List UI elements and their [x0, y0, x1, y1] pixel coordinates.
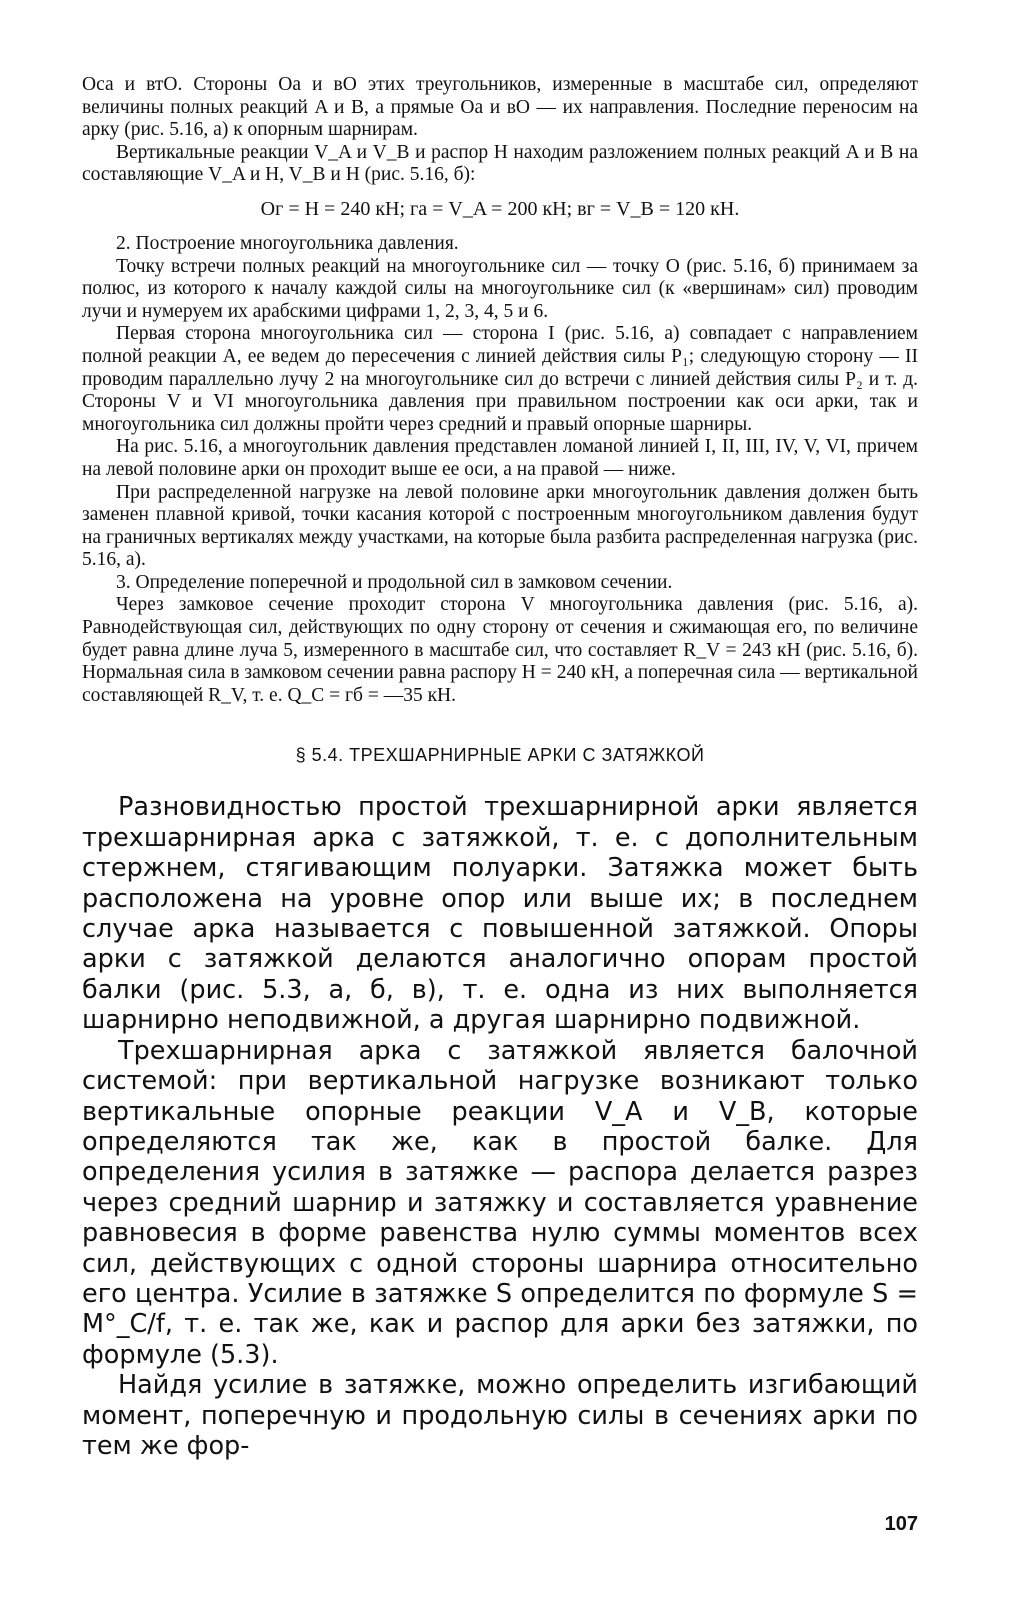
paragraph: При распределенной нагрузке на левой половине арки многоугольник давления должен быть заменен плавной кривой, точки касания которой с построенным многоугольником давления будут на граничных вертикалях между участками, на которые была разбита распределенная нагрузка (рис. 5.16, а).	[82, 481, 918, 571]
paragraph: Первая сторона многоугольника сил — сторона I (рис. 5.16, а) совпадает с направлением полной реакции A, ее ведем до пересечения с линией действия силы P₁; следующую сторону — II проводим параллельно лучу 2 на многоугольнике сил до встречи с линией действия силы P₂ и т. д. Стороны V и VI многоугольника давления при правильном построении как оси арки, так и многоугольника сил должны пройти через средний и правый опорные шарниры.	[82, 323, 918, 435]
paragraph: Найдя усилие в затяжке, можно определить изгибающий момент, поперечную и продольную силы в сечениях арки по тем же фор-	[82, 1370, 918, 1461]
paragraph: Точку встречи полных реакций на многоугольнике сил — точку О (рис. 5.16, б) принимаем за полюс, из которого к началу каждой силы на многоугольнике сил (к «вершинам» сил) проводим лучи и нумеруем их арабскими цифрами 1, 2, 3, 4, 5 и 6.	[82, 255, 918, 322]
paragraph: Оса и втО. Стороны Оа и вО этих треугольников, измеренные в масштабе сил, определяют величины полных реакций A и B, а прямые Оа и вО — их направления. Последние переносим на арку (рис. 5.16, а) к опорным шарнирам.	[82, 74, 918, 141]
paragraph: Разновидностью простой трехшарнирной арки является трехшарнирная арка с затяжкой, т. е. с дополнительным стержнем, стягивающим полуарки. Затяжка может быть расположена на уровне опор или выше их; в последнем случае арка называется с повышенной затяжкой. Опоры арки с затяжкой делаются аналогично опорам простой балки (рис. 5.3, а, б, в), т. е. одна из них выполняется шарнирно неподвижной, а другая шарнирно подвижной.	[82, 792, 918, 1036]
paragraph: 3. Определение поперечной и продольной сил в замковом сечении.	[116, 571, 673, 593]
paragraph: 2. Построение многоугольника давления.	[116, 232, 459, 254]
paragraph: На рис. 5.16, а многоугольник давления представлен ломаной линией I, II, III, IV, V, VI, причем на левой половине арки он проходит выше ее оси, а на правой — ниже.	[82, 436, 918, 480]
paragraph: Вертикальные реакции V_A и V_B и распор H находим разложением полных реакций A и B на составляющие V_A и H, V_B и H (рис. 5.16, б):	[82, 141, 918, 186]
section-heading: § 5.4. ТРЕХШАРНИРНЫЕ АРКИ С ЗАТЯЖКОЙ	[295, 745, 705, 766]
formula: Ог = H = 240 кН; га = V_A = 200 кН; вг = V_B = 120 кН.	[260, 197, 740, 220]
page-number: 107	[884, 1513, 918, 1535]
paragraph: Трехшарнирная арка с затяжкой является балочной системой: при вертикальной нагрузке возникают только вертикальные опорные реакции V_A и V_B, которые определяются так же, как в простой балке. Для определения усилия в затяжке — распора делается разрез через средний шарнир и затяжку и составляется уравнение равновесия в форме равенства нулю суммы моментов всех сил, действующих с одной стороны шарнира относительно его центра. Усилие в затяжке S определится по формуле S = M°_C/f, т. е. так же, как и распор для арки без затяжки, по формуле (5.3).	[82, 1035, 918, 1370]
paragraph: Через замковое сечение проходит сторона V многоугольника давления (рис. 5.16, а). Равнодействующая сил, действующих по одну сторону от сечения и сжимающая его, по величине будет равна длине луча 5, измеренного в масштабе сил, что составляет R_V = 243 кН (рис. 5.16, б). Нормальная сила в замковом сечении равна распору H = 240 кН, а поперечная сила — вертикальной составляющей R_V, т. е. Q_C = гб = —35 кН.	[82, 594, 918, 706]
